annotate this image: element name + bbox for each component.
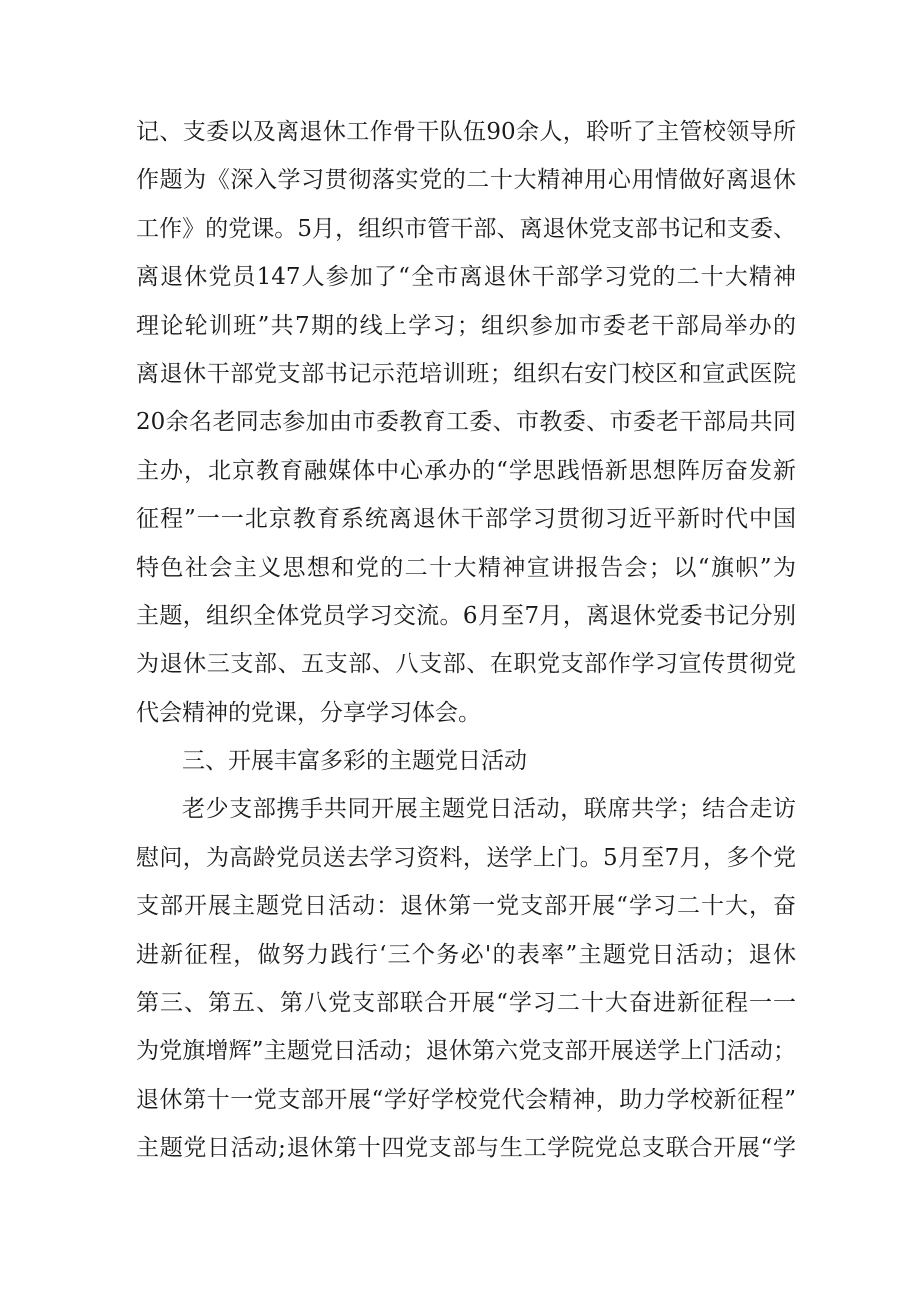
document-body	[136, 108, 796, 1173]
text-line: 退休第十一党支部开展“学好学校党代会精神，助力学校新征程”	[136, 1086, 796, 1113]
text-line: 支部开展主题党日活动：退休第一党支部开展“学习二十大，奋	[136, 893, 796, 920]
text-line: 为党旗增辉”主题党日活动；退休第六党支部开展送学上门活动；	[136, 1038, 796, 1065]
text-line: 慰问，为高龄党员送去学习资料，送学上门。5月至7月，多个党	[136, 844, 796, 871]
text-line: 记、支委以及离退休工作骨干队伍90余人，聆听了主管校领导所	[136, 119, 796, 145]
text-line: 离退休干部党支部书记示范培训班；组织右安门校区和宣武医院	[136, 360, 796, 387]
text-line: 作题为《深入学习贯彻落实党的二十大精神用心用情做好离退休	[136, 167, 796, 194]
paragraph-first-line: 老少支部携手共同开展主题党日活动，联席共学；结合走访	[182, 796, 796, 823]
section-heading: 三、开展丰富多彩的主题党日活动	[182, 748, 527, 775]
text-line: 进新征程，做努力践行‘三个务必'的表率”主题党日活动；退休	[136, 941, 796, 968]
text-line: 特色社会主义思想和党的二十大精神宣讲报告会；以“旗帜”为	[136, 554, 796, 581]
text-line: 工作》的党课。5月，组织市管干部、离退休党支部书记和支委、	[136, 215, 796, 242]
text-line: 20余名老同志参加由市委教育工委、市教委、市委老干部局共同	[136, 409, 796, 436]
text-line: 主办，北京教育融媒体中心承办的“学思践悟新思想阵厉奋发新	[136, 457, 796, 484]
text-line: 为退休三支部、五支部、八支部、在职党支部作学习宣传贯彻党	[136, 651, 796, 678]
text-line: 主题党日活动;退休第十四党支部与生工学院党总支联合开展“学	[136, 1135, 796, 1162]
text-line: 征程”一一北京教育系统离退休干部学习贯彻习近平新时代中国	[136, 506, 796, 533]
text-line: 理论轮训班”共7期的线上学习；组织参加市委老干部局举办的	[136, 312, 796, 339]
text-line: 主题，组织全体党员学习交流。6月至7月，离退休党委书记分别	[136, 602, 796, 629]
text-line: 第三、第五、第八党支部联合开展“学习二十大奋进新征程一一	[136, 990, 796, 1017]
text-line: 离退休党员147人参加了“全市离退休干部学习党的二十大精神	[136, 264, 796, 291]
paragraph-last-line: 代会精神的党课，分享学习体会。	[136, 699, 481, 726]
